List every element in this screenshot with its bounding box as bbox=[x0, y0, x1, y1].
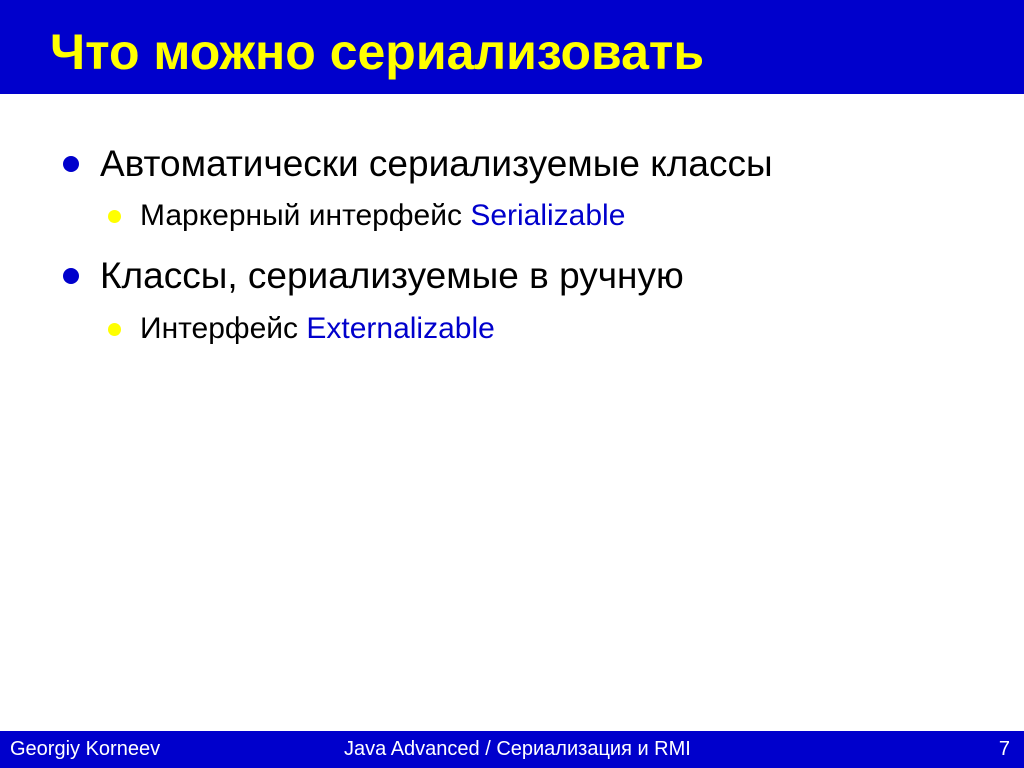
level2-bullet-icon bbox=[108, 210, 121, 223]
externalizable-keyword: Externalizable bbox=[306, 312, 495, 345]
sub-bullet-text: Маркерный интерфейс bbox=[140, 199, 471, 232]
title-bar bbox=[0, 0, 1024, 94]
footer-bar bbox=[0, 731, 1024, 768]
level2-bullet-icon bbox=[108, 323, 121, 336]
sub-bullet-text: Интерфейс bbox=[140, 312, 307, 345]
page-number: 7 bbox=[998, 738, 1010, 760]
bullet-text: Автоматически сериализуемые классы bbox=[100, 143, 773, 184]
bullet-item-manual bbox=[100, 254, 684, 298]
footer-author: Georgiy Korneev bbox=[10, 738, 161, 760]
serializable-keyword: Serializable bbox=[470, 199, 626, 232]
bullet-item-automatic bbox=[100, 142, 773, 186]
level1-bullet-icon bbox=[63, 156, 79, 172]
footer-course-title: Java Advanced / Сериализация и RMI bbox=[344, 738, 691, 760]
sub-bullet-item-externalizable bbox=[140, 311, 495, 347]
level1-bullet-icon bbox=[63, 268, 79, 284]
bullet-text: Классы, сериализуемые в ручную bbox=[100, 255, 684, 296]
sub-bullet-item-serializable bbox=[140, 198, 625, 234]
slide-title: Что можно сериализовать bbox=[50, 24, 705, 80]
